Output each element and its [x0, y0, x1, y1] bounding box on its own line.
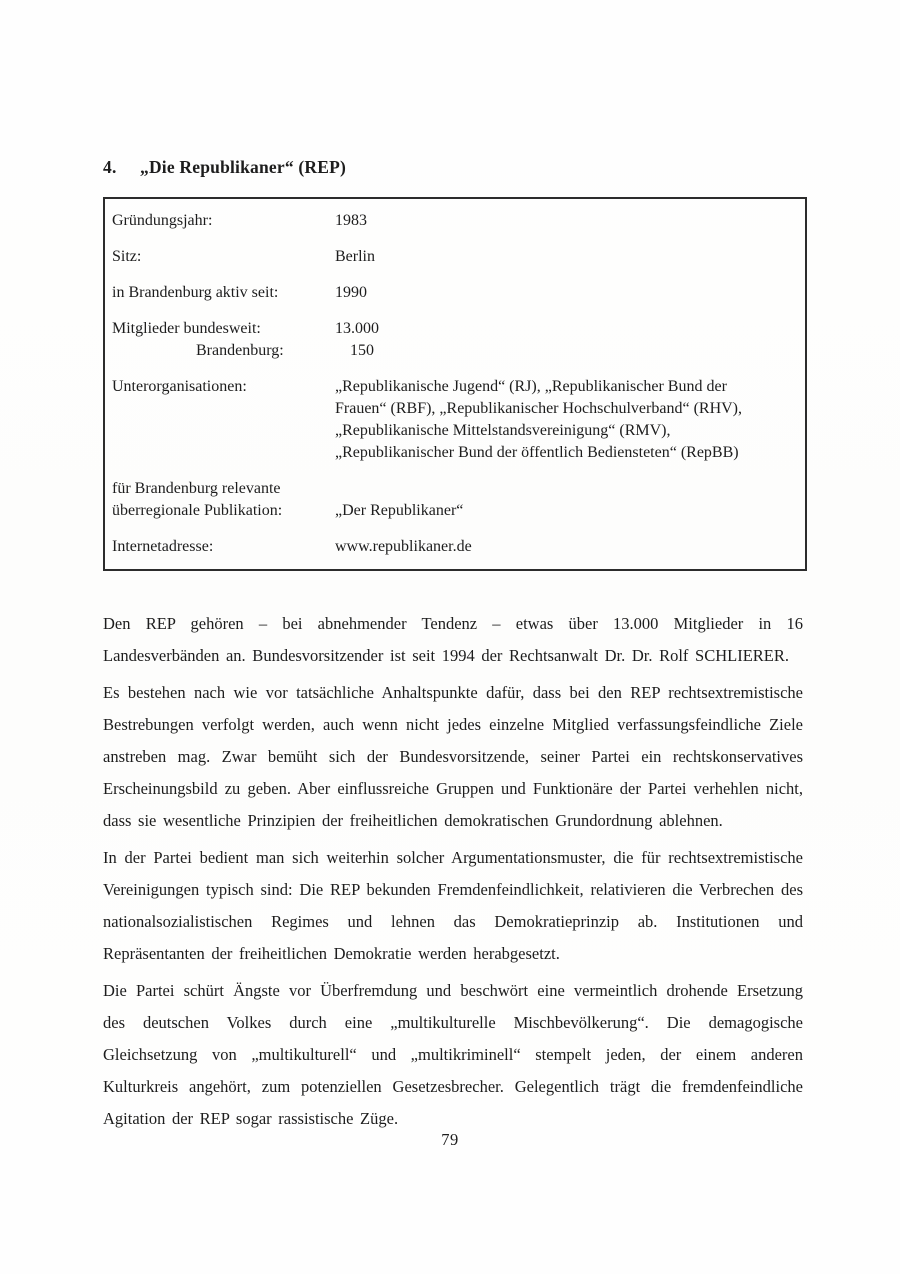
infobox-value: [335, 376, 799, 464]
infobox-value-line: 1983: [335, 212, 367, 229]
page-number: 79: [441, 1130, 459, 1149]
infobox-value-line: „Republikanischer Bund der öffentlich Bediensteten“ (RepBB): [335, 444, 739, 461]
infobox-value-line: „Der Republikaner“: [335, 502, 464, 519]
infobox-label: [112, 282, 335, 304]
infobox-row: [112, 536, 799, 558]
infobox-label-line: Gründungsjahr:: [112, 212, 213, 229]
infobox-label: [112, 536, 335, 558]
infobox-row: [112, 246, 799, 268]
infobox-value-line: [335, 478, 799, 500]
infobox-label-line: für Brandenburg relevante: [112, 480, 281, 497]
infobox-label-line: in Brandenburg aktiv seit:: [112, 284, 279, 301]
infobox-row: [112, 210, 799, 232]
infobox-value: [335, 246, 799, 268]
body-text: [103, 608, 803, 1135]
infobox-value-line: www.republikaner.de: [335, 538, 472, 555]
infobox-value-line: „Republikanische Jugend“ (RJ), „Republikanischer Bund der: [335, 378, 727, 395]
infobox-label-line: Brandenburg:: [196, 342, 284, 359]
paragraph: Den REP gehören – bei abnehmender Tendenz – etwas über 13.000 Mitglieder in 16 Landesverbänden an. Bundesvorsitzender ist seit 1994 der Rechtsanwalt Dr. Dr. Rolf SCHLIERER.: [103, 614, 803, 665]
infobox-value: [335, 282, 799, 304]
infobox-row: [112, 478, 799, 522]
infobox-value: [335, 478, 799, 522]
section-title: „Die Republikaner“ (REP): [140, 157, 347, 177]
infobox-label: [112, 246, 335, 268]
infobox-value-line: Frauen“ (RBF), „Republikanischer Hochschulverband“ (RHV),: [335, 400, 742, 417]
infobox-value: [335, 318, 799, 362]
infobox-label-line: Mitglieder bundesweit:: [112, 320, 261, 337]
paragraph: Es bestehen nach wie vor tatsächliche Anhaltspunkte dafür, dass bei den REP rechtsextremistische Bestrebungen verfolgt werden, auch wenn nicht jedes einzelne Mitglied verfassungsfeindliche Ziele anstreben mag. Zwar bemüht sich der Bundesvorsitzende, seiner Partei ein rechtskonservatives Erscheinungsbild zu geben. Aber einflussreiche Gruppen und Funktionäre der Partei verhehlen nicht, dass sie wesentliche Prinzipien der freiheitlichen demokratischen Grundordnung ablehnen.: [103, 683, 803, 830]
infobox-label: [112, 376, 335, 464]
infobox-value-line: „Republikanische Mittelstandsvereinigung“ (RMV),: [335, 422, 671, 439]
section-number: 4.: [103, 157, 117, 177]
paragraph: Die Partei schürt Ängste vor Überfremdung und beschwört eine vermeintlich drohende Ersetzung des deutschen Volkes durch eine „multikulturelle Mischbevölkerung“. Die demagogische Gleichsetzung von „multikulturell“ und „multikriminell“ stempelt jeden, der einem anderen Kulturkreis angehört, zum potenziellen Gesetzesbrecher. Gelegentlich trägt die fremdenfeindliche Agitation der REP sogar rassistische Züge.: [103, 981, 803, 1128]
infobox-row: [112, 376, 799, 464]
infobox-value-line: 1990: [335, 284, 367, 301]
infobox-label: [112, 478, 335, 522]
infobox-label-line: überregionale Publikation:: [112, 502, 283, 519]
paragraph: In der Partei bedient man sich weiterhin solcher Argumentationsmuster, die für rechtsextremistische Vereinigungen typisch sind: Die REP bekunden Fremdenfeindlichkeit, relativieren die Verbrechen des nationalsozialistischen Regimes und lehnen das Demokratieprinzip ab. Institutionen und Repräsentanten der freiheitlichen Demokratie werden herabgesetzt.: [103, 848, 803, 963]
infobox-value: [335, 210, 799, 232]
section-heading: [103, 156, 803, 178]
infobox-label: [112, 210, 335, 232]
page-content: [103, 156, 803, 1140]
infobox-label-line: Sitz:: [112, 248, 142, 265]
infobox-label: [112, 318, 335, 362]
infobox-value-line: 150: [350, 342, 374, 359]
infobox-value-line: 13.000: [335, 320, 379, 337]
infobox-row: [112, 282, 799, 304]
infobox-label-line: Unterorganisationen:: [112, 378, 247, 395]
infobox-value: [335, 536, 799, 558]
infobox-row: [112, 318, 799, 362]
infobox-value-line: Berlin: [335, 248, 375, 265]
party-infobox: [103, 197, 807, 571]
infobox-label-line: Internetadresse:: [112, 538, 214, 555]
